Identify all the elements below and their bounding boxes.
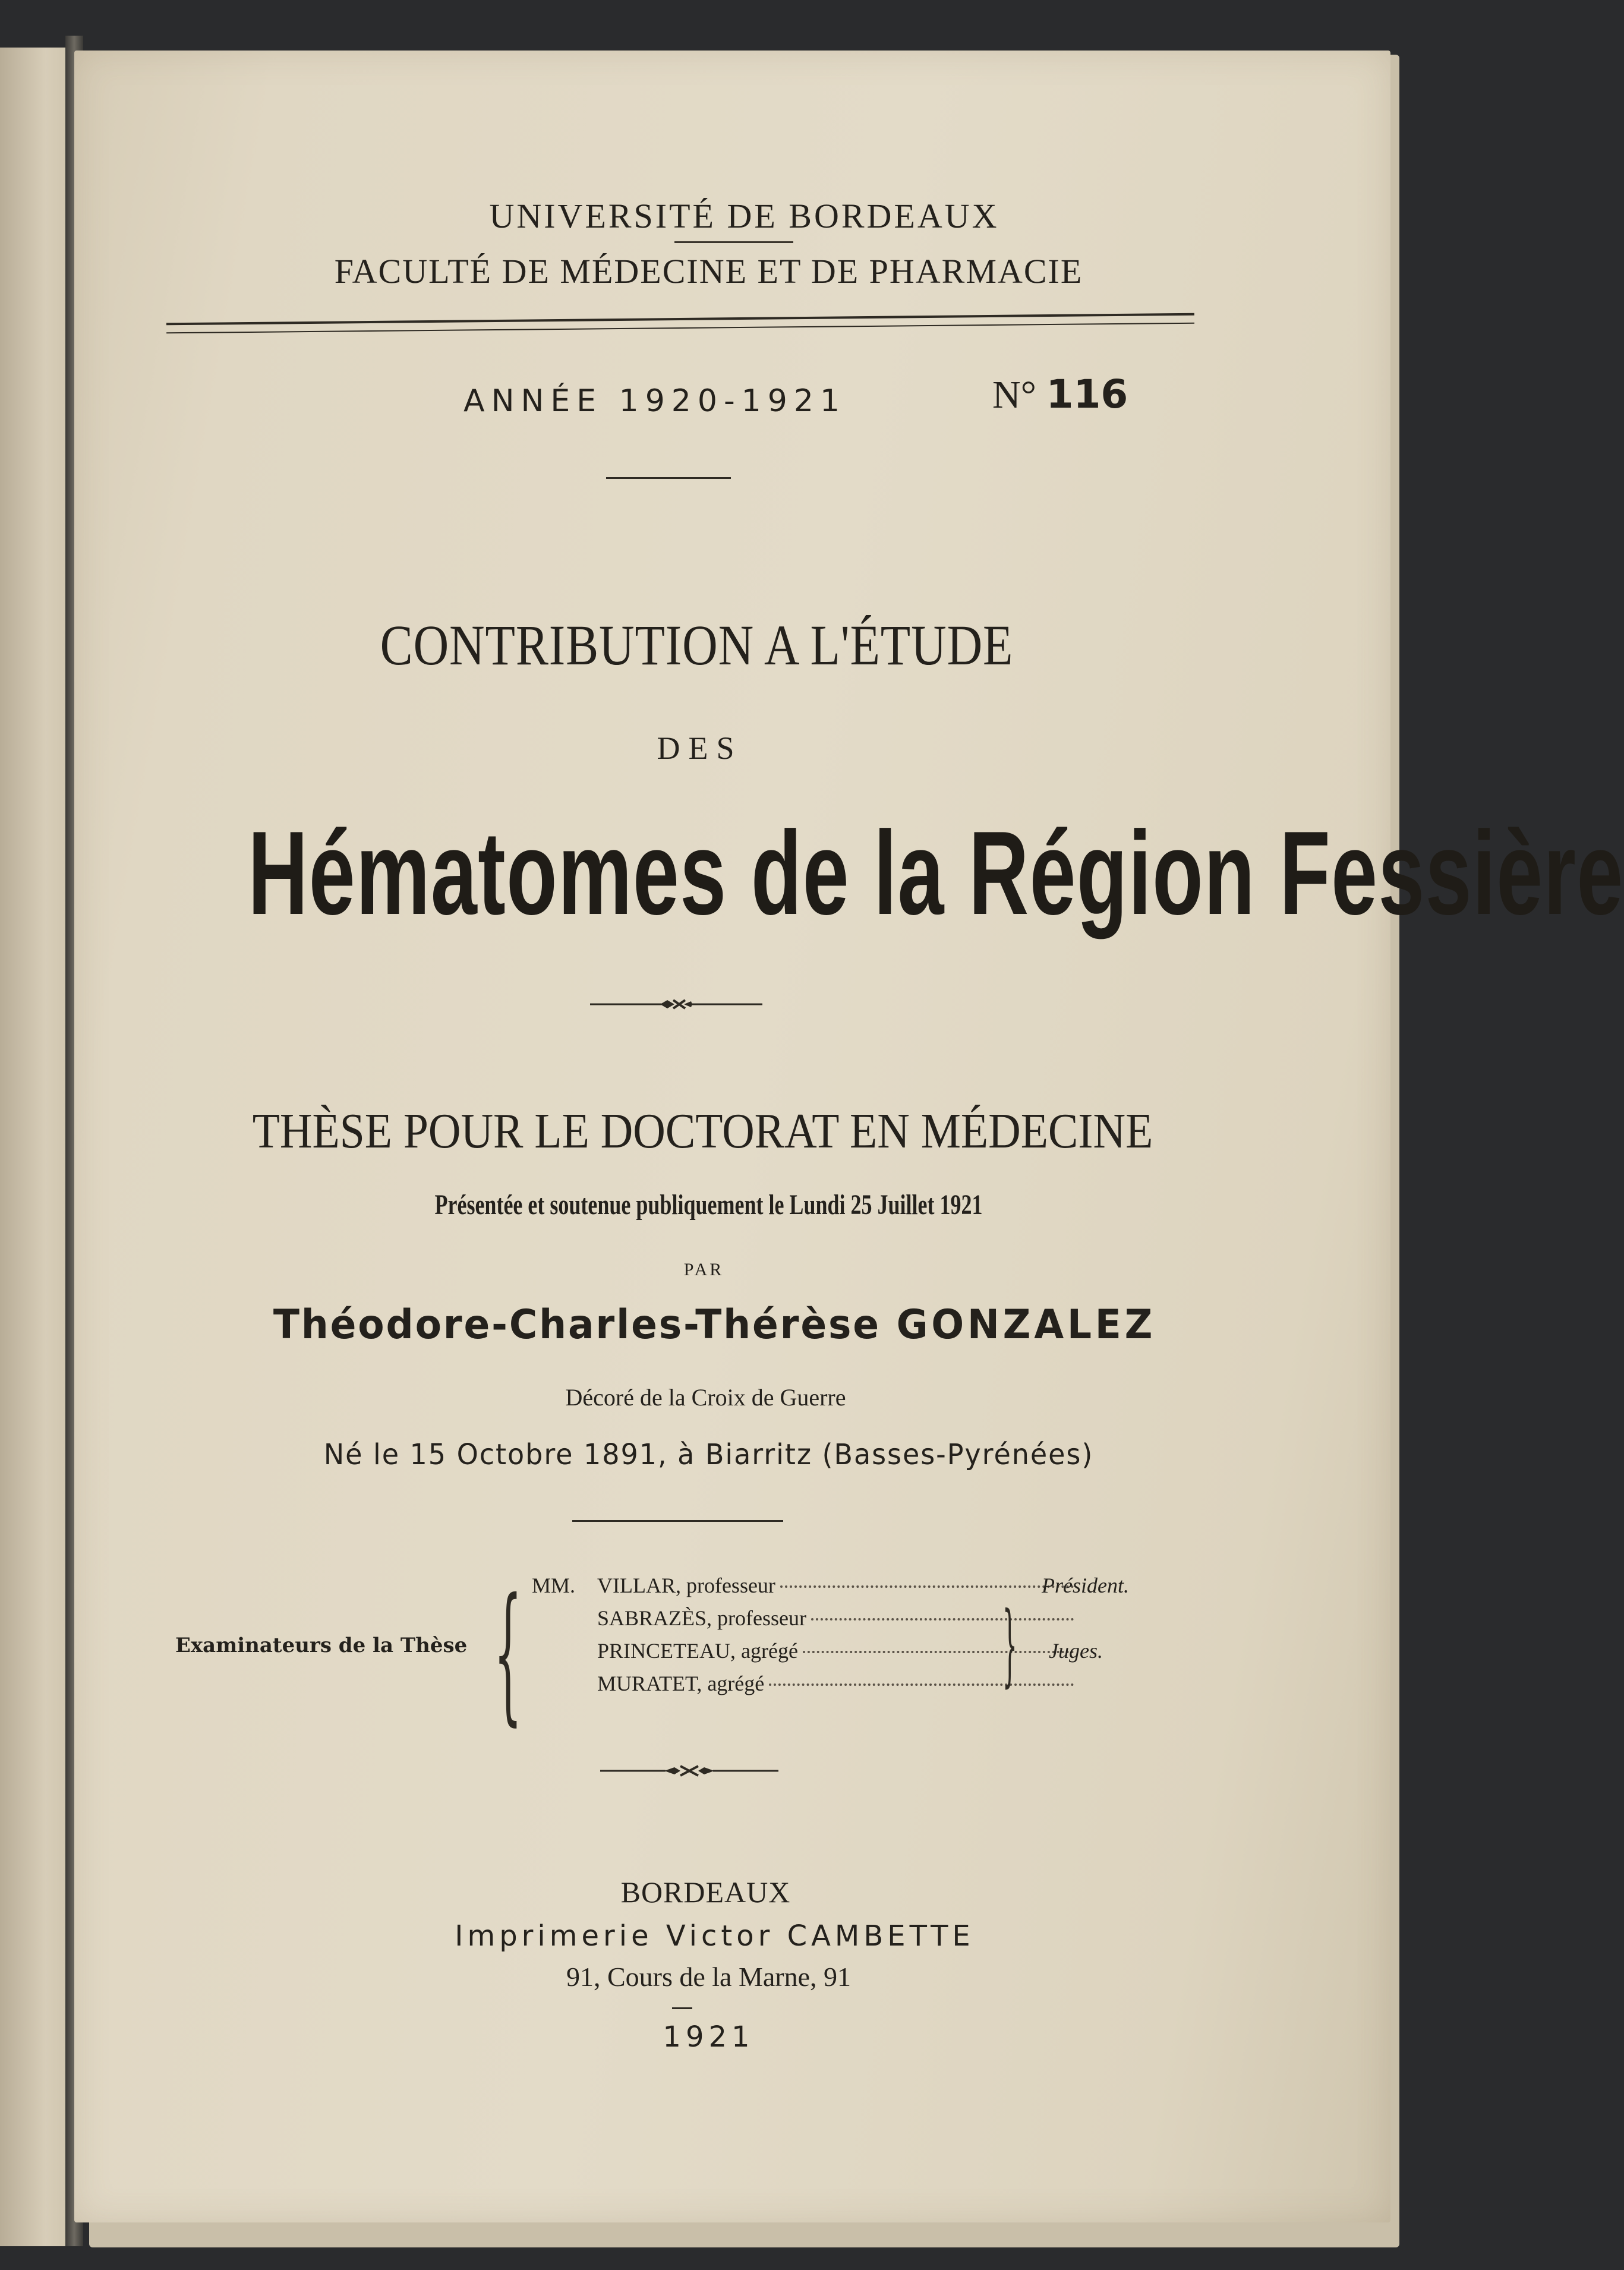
right-brace-icon: } [1002, 1593, 1017, 1697]
leader-dots [803, 1651, 1074, 1653]
leader-dots [811, 1618, 1074, 1620]
number-prefix: N° [992, 373, 1037, 417]
examiner-name: SABRAZÈS, professeur [597, 1606, 806, 1630]
faculty-name: FACULTÉ DE MÉDECINE ET DE PHARMACIE [334, 252, 1083, 291]
imprint-year: 1921 [663, 2020, 755, 2054]
author-given-names: Théodore-Charles-Thérèse [273, 1301, 881, 1348]
ornament-divider-icon [590, 995, 762, 1013]
imprint-address: 91, Cours de la Marne, 91 [566, 1962, 852, 1992]
academic-year: ANNÉE 1920-1921 [463, 383, 847, 419]
title-page [74, 51, 1624, 2222]
title-line-2: DES [657, 730, 743, 766]
decoration: Décoré de la Croix de Guerre [565, 1384, 846, 1411]
separator-rule [572, 1520, 783, 1522]
separator-rule [606, 477, 731, 479]
examiner-row [532, 1606, 1079, 1631]
author-name [89, 1301, 1339, 1348]
judges-label: Juges. [1049, 1639, 1103, 1663]
ornament-divider-icon [600, 1762, 778, 1780]
examiner-prefix: MM. [532, 1574, 576, 1597]
main-title: Hématomes de la Région Fessière [248, 807, 1624, 939]
thesis-number [992, 371, 1128, 418]
leader-dots [769, 1683, 1074, 1686]
leader-dots [780, 1585, 1074, 1588]
university-name: UNIVERSITÉ DE BORDEAUX [489, 197, 999, 235]
examiner-name: MURATET, agrégé [597, 1672, 765, 1695]
imprint-city: BORDEAUX [620, 1875, 791, 1909]
examiner-name: VILLAR, professeur [597, 1574, 775, 1597]
president-label: Président. [1042, 1574, 1129, 1597]
separator-rule [672, 2007, 692, 2009]
examiner-name: PRINCETEAU, agrégé [597, 1639, 798, 1663]
examiners-label: Examinateurs de la Thèse [175, 1634, 468, 1657]
examiner-row [532, 1671, 1079, 1696]
defense-date: Présentée et soutenue publiquement le Lundi 25 Juillet 1921 [434, 1189, 983, 1221]
number-value: 116 [1046, 371, 1128, 417]
birth-info: Né le 15 Octobre 1891, à Biarritz (Basses-Pyrénées) [323, 1438, 1094, 1471]
university-underline [674, 241, 793, 243]
left-brace-icon: { [494, 1566, 522, 1739]
author-surname: GONZALEZ [896, 1301, 1156, 1348]
examiner-row [532, 1638, 1079, 1663]
by-label: PAR [683, 1260, 724, 1279]
header-double-rule [166, 313, 1194, 334]
thesis-type: THÈSE POUR LE DOCTORAT EN MÉDECINE [252, 1104, 1153, 1159]
examiner-row [532, 1573, 1079, 1598]
imprint-printer: Imprimerie Victor CAMBETTE [455, 1919, 975, 1953]
title-line-1: CONTRIBUTION A L'ÉTUDE [380, 613, 1014, 677]
